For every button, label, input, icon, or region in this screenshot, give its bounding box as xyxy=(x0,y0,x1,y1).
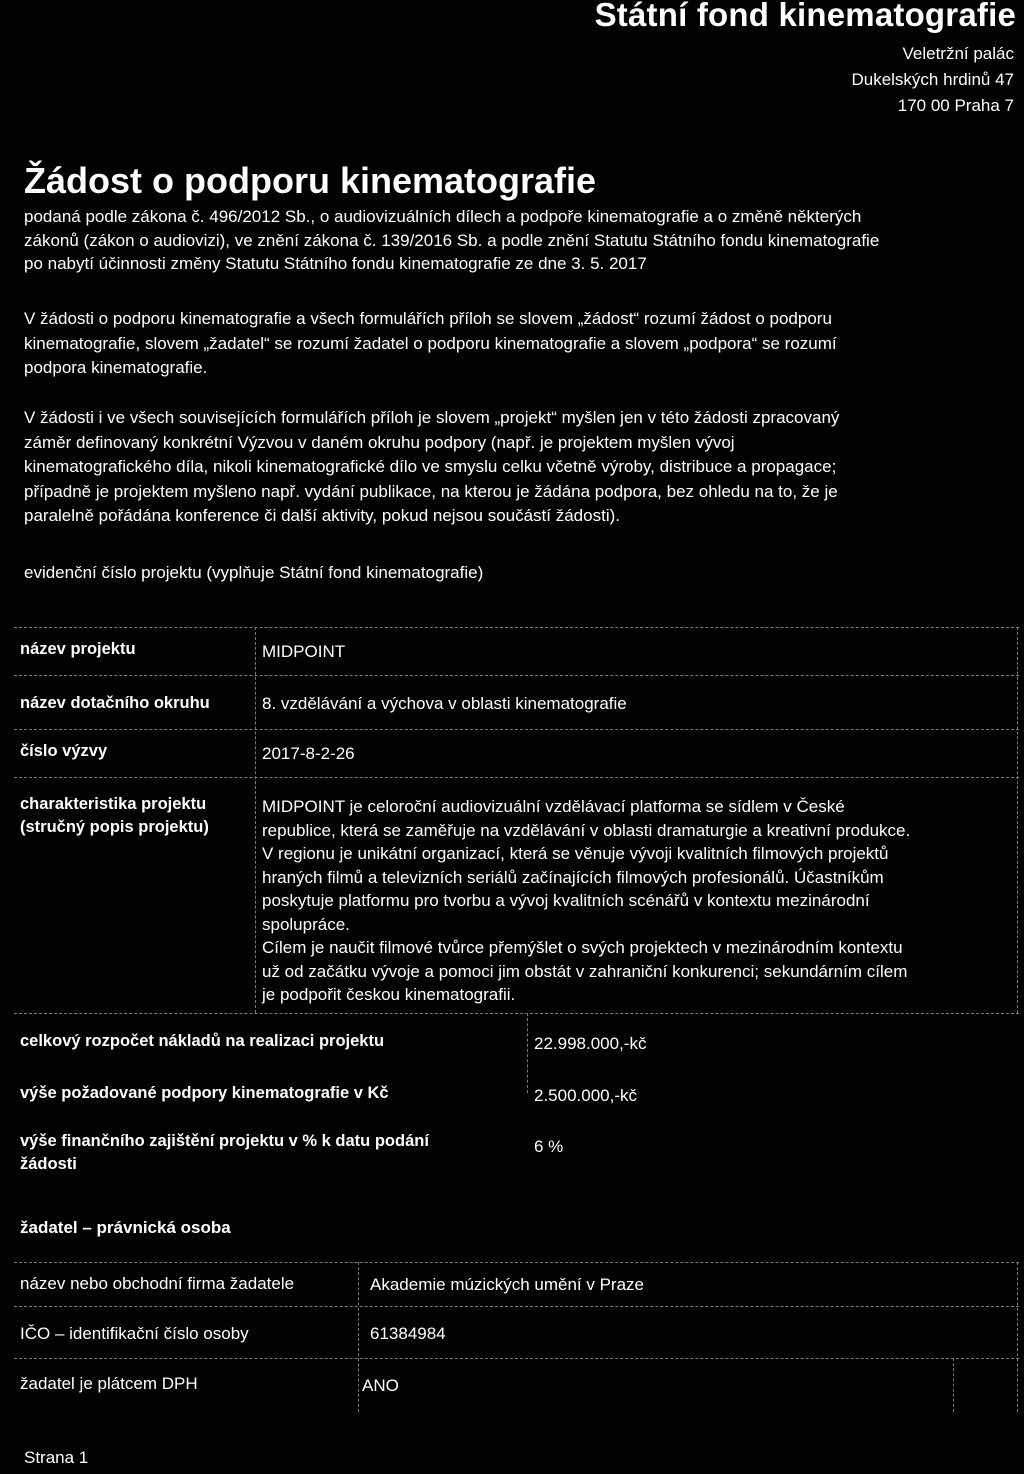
table-column-divider xyxy=(953,1358,954,1412)
paragraph-line: záměr definovaný konkrétní Výzvou v daném okruhu podpory (např. je projektem myšlen vývoj xyxy=(24,432,735,452)
table-divider xyxy=(14,627,1019,628)
label-line: (stručný popis projektu) xyxy=(20,818,209,836)
total-budget-value: 22.998.000,-kč xyxy=(534,1034,647,1053)
table-divider xyxy=(14,777,1019,778)
call-number-value: 2017-8-2-26 xyxy=(262,744,355,763)
description-line: republice, která se zaměřuje na vzdělávání v oblasti dramaturgie a kreativní produkce. xyxy=(262,820,911,840)
budget-column-divider xyxy=(527,1013,528,1093)
requested-support-label: výše požadované podpory kinematografie v Kč xyxy=(20,1084,389,1102)
definition-paragraph-1 xyxy=(24,307,1014,381)
ico-value: 61384984 xyxy=(370,1324,446,1343)
subtitle-line: zákonů (zákon o audiovizi), ve znění zákona č. 139/2016 Sb. a podle znění Statutu Státního fondu kinematografie xyxy=(24,230,880,250)
page-number: Strana 1 xyxy=(24,1448,89,1467)
table-column-divider xyxy=(255,627,256,1013)
table-divider xyxy=(14,1358,1019,1359)
address-line-2: Dukelských hrdinů 47 xyxy=(851,70,1014,89)
description-line: V regionu je unikátní organizací, která se věnuje vývoji kvalitních filmových projektů xyxy=(262,844,889,863)
description-line: MIDPOINT je celoroční audiovizuální vzdělávací platforma se sídlem v České xyxy=(262,797,845,816)
project-name-value: MIDPOINT xyxy=(262,642,346,661)
table-divider xyxy=(14,1306,1019,1307)
applicant-section-title: žadatel – právnická osoba xyxy=(20,1218,231,1237)
requested-support-value: 2.500.000,-kč xyxy=(534,1086,638,1105)
table-divider xyxy=(14,729,1019,730)
description-line: poskytuje platformu pro tvorbu a vývoj kvalitních scénářů v kontextu mezinárodní xyxy=(262,891,870,910)
grant-area-value: 8. vzdělávání a výchova v oblasti kinematografie xyxy=(262,694,627,713)
paragraph-line: kinematografického díla, nikoli kinematografické dílo ve smyslu celku včetně výroby, distribuce a propagace; xyxy=(24,457,837,476)
description-line: už od začátku vývoje a pomoci jim obstát v zahraniční konkurenci; sekundárním cílem xyxy=(262,961,908,981)
applicant-firm-value: Akademie múzických umění v Praze xyxy=(370,1275,644,1294)
table-divider xyxy=(14,1013,1019,1014)
vat-payer-value: ANO xyxy=(362,1376,399,1395)
table-divider xyxy=(14,675,1019,676)
organization-name: Státní fond kinematografie xyxy=(594,0,1016,33)
label-line: výše finančního zajištění projektu v % k datu podání xyxy=(20,1132,429,1150)
page-title: Žádost o podporu kinematografie xyxy=(24,160,597,201)
evidence-number-label: evidenční číslo projektu (vyplňuje Státní fond kinematografie) xyxy=(24,563,484,582)
project-description-value xyxy=(262,795,1017,1007)
table-border-right xyxy=(1017,627,1018,1013)
financing-percentage-label xyxy=(20,1130,429,1176)
ico-label: IČO – identifikační číslo osoby xyxy=(20,1324,249,1343)
table-border-right xyxy=(1017,1262,1018,1412)
paragraph-line: případně je projektem myšleno např. vydání publikace, na kterou je žádána podpora, bez ohledu na to, že je xyxy=(24,481,838,501)
project-description-label xyxy=(20,793,209,839)
subtitle-line: po nabytí účinnosti změny Statutu Státního fondu kinematografie ze dne 3. 5. 2017 xyxy=(24,254,647,273)
definition-paragraph-2 xyxy=(24,406,1014,529)
table-column-divider xyxy=(358,1262,359,1412)
description-line: je podpořit českou kinematografii. xyxy=(262,985,516,1004)
project-name-label: název projektu xyxy=(20,640,136,658)
applicant-firm-label: název nebo obchodní firma žadatele xyxy=(20,1274,295,1293)
table-divider xyxy=(14,1262,1019,1263)
total-budget-label: celkový rozpočet nákladů na realizaci projektu xyxy=(20,1032,385,1050)
description-line: Cílem je naučit filmové tvůrce přemýšlet o svých projektech v mezinárodním kontextu xyxy=(262,938,903,957)
address-line-3: 170 00 Praha 7 xyxy=(897,96,1014,115)
label-line: charakteristika projektu xyxy=(20,795,207,813)
call-number-label: číslo výzvy xyxy=(20,742,108,760)
grant-area-label: název dotačního okruhu xyxy=(20,694,210,712)
subtitle-line: podaná podle zákona č. 496/2012 Sb., o audiovizuálních dílech a podpoře kinematografie a o změně některých xyxy=(24,207,862,226)
paragraph-line: paralelně pořádána konference či další aktivity, pokud nejsou součástí žádosti). xyxy=(24,506,620,525)
label-line: žádosti xyxy=(20,1155,77,1173)
description-line: hraných filmů a televizních seriálů začínajících filmových profesionálů. Účastníkům xyxy=(262,867,884,887)
paragraph-line: kinematografie, slovem „žadatel“ se rozumí žadatel o podporu kinematografie a slovem „podpora“ se rozumí xyxy=(24,333,837,353)
description-line: spolupráce. xyxy=(262,914,350,934)
paragraph-line: podpora kinematografie. xyxy=(24,358,208,377)
paragraph-line: V žádosti i ve všech souvisejících formulářích příloh je slovem „projekt“ myšlen jen v této žádosti zpracovaný xyxy=(24,408,840,427)
financing-percentage-value: 6 % xyxy=(534,1137,564,1156)
address-line-1: Veletržní palác xyxy=(902,44,1014,63)
page-subtitle xyxy=(24,205,1014,276)
paragraph-line: V žádosti o podporu kinematografie a všech formulářích příloh se slovem „žádost“ rozumí žádost o podporu xyxy=(24,309,832,328)
vat-payer-label: žadatel je plátcem DPH xyxy=(20,1374,198,1393)
